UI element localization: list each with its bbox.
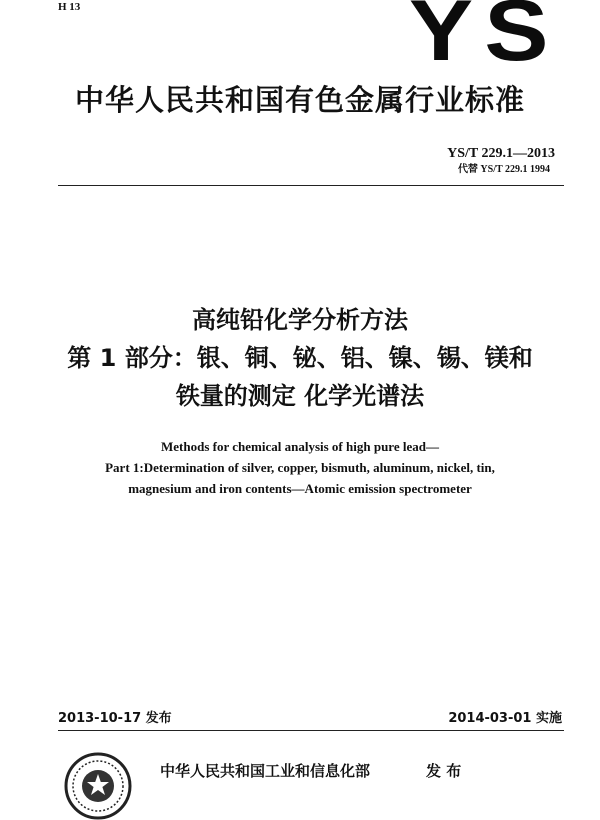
implementation-date: 2014-03-01 实施 <box>448 711 562 726</box>
issuing-ministry: 中华人民共和国工业和信息化部 <box>160 762 371 780</box>
top-divider <box>58 185 564 186</box>
english-title <box>0 436 600 499</box>
national-emblem-seal-icon <box>64 752 132 820</box>
english-title-line-1: Methods for chemical analysis of high pure lead— <box>161 439 439 454</box>
chinese-title <box>0 301 600 415</box>
issue-date: 2013-10-17 发布 <box>58 711 172 726</box>
ys-logo: YS <box>409 0 560 79</box>
publish-label: 发 布 <box>426 762 462 780</box>
bottom-divider <box>58 730 564 731</box>
chinese-title-line-2: 第 1 部分：银、铜、铋、铝、镍、锡、镁和 <box>67 344 533 372</box>
standard-number: YS/T 229.1—2013 <box>447 146 555 161</box>
chinese-title-line-1: 高纯铅化学分析方法 <box>192 306 408 334</box>
chinese-title-line-3: 铁量的测定 化学光谱法 <box>175 382 425 410</box>
english-title-line-3: magnesium and iron contents—Atomic emission spectrometer <box>128 481 472 496</box>
standard-heading: 中华人民共和国有色金属行业标准 <box>74 83 525 117</box>
classification-code: H 13 <box>58 1 81 13</box>
english-title-line-2: Part 1:Determination of silver, copper, bismuth, aluminum, nickel, tin, <box>105 460 495 475</box>
replaces-standard: 代替 YS/T 229.1 1994 <box>457 164 550 175</box>
